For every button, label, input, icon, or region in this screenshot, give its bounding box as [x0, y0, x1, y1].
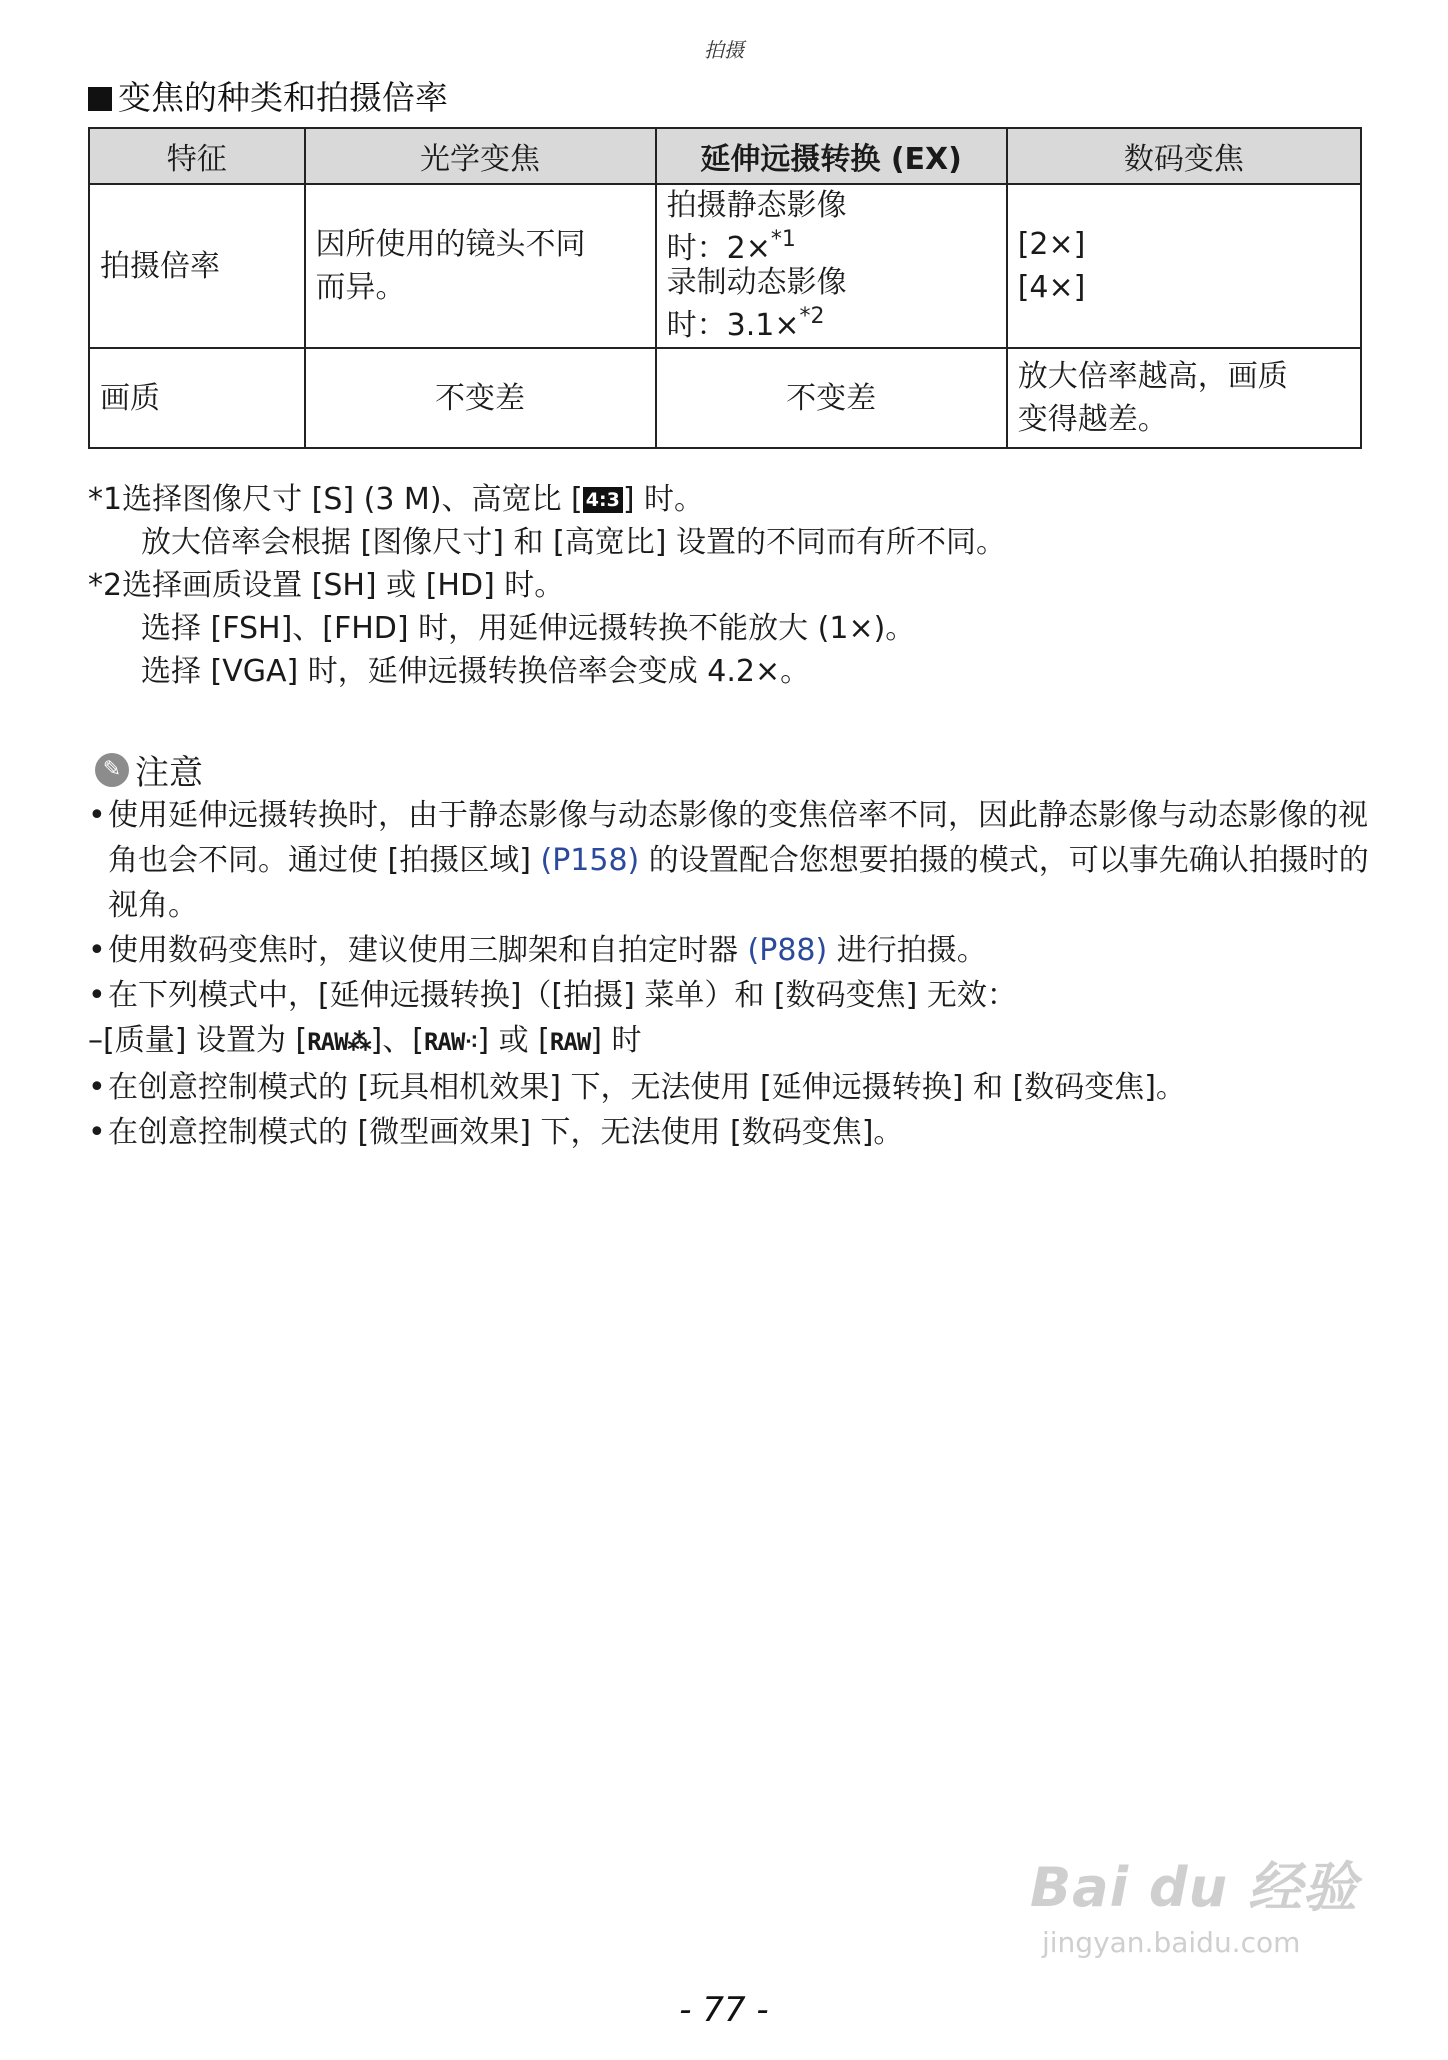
section-title-text: 变焦的种类和拍摄倍率 — [118, 78, 448, 117]
note-text: –[质量] 设置为 [ — [88, 1023, 308, 1058]
col-header-extended-tele: 延伸远摄转换 (EX) — [656, 128, 1007, 184]
footnote-text: *1选择图像尺寸 [S] (3 M)、高宽比 [ — [88, 482, 583, 517]
table-row — [89, 184, 1361, 348]
footnote-2-detail-1: 选择 [FSH]、[FHD] 时，用延伸远摄转换不能放大 (1×)。 — [141, 611, 916, 646]
square-bullet-icon — [88, 87, 112, 111]
col-header-feature: 特征 — [89, 128, 305, 184]
raw-icon: RAW — [549, 1028, 591, 1056]
note-text: 的设置配合您想要拍摄的模式，可以事先确认拍摄时的视角。 — [108, 843, 1369, 923]
notes-heading — [95, 745, 203, 794]
cell-line: 而异。 — [315, 270, 406, 305]
table-header-row — [89, 128, 1361, 184]
cell-ex-magnification — [656, 184, 1007, 348]
note-text: ] 时 — [590, 1023, 642, 1058]
ex-movie-value: 时：3.1× — [666, 308, 800, 343]
aspect-ratio-4-3-icon: 4:3 — [583, 487, 623, 513]
note-text: 使用延伸远摄转换时，由于静态影像与动态影像的变焦倍率不同，因此静态影像与动态影像的视角也会不同。通过使 [拍摄区域] — [108, 798, 1368, 878]
notes-heading-text: 注意 — [135, 753, 203, 793]
list-subitem — [88, 1018, 1378, 1065]
note-text: 进行拍摄。 — [827, 933, 987, 968]
row-label-image-quality: 画质 — [89, 348, 305, 448]
cell-line: [4×] — [1017, 270, 1086, 305]
cell-digital-magnification — [1007, 184, 1361, 348]
list-item: • 在下列模式中，[延伸远摄转换]（[拍摄] 菜单）和 [数码变焦] 无效： — [88, 973, 1378, 1018]
cell-line: [2×] — [1017, 227, 1086, 262]
cell-line — [667, 223, 996, 266]
cell-line: 变得越差。 — [1017, 402, 1168, 437]
note-text: ]、[ — [370, 1023, 424, 1058]
list-item — [88, 928, 1378, 973]
ex-still-value: 时：2× — [666, 231, 771, 266]
cell-optical-magnification — [305, 184, 656, 348]
list-item — [88, 793, 1378, 928]
cell-line — [667, 300, 996, 343]
list-item: • 在创意控制模式的 [玩具相机效果] 下，无法使用 [延伸远摄转换] 和 [数码变焦]。 — [88, 1065, 1378, 1110]
pencil-icon: ✎ — [95, 753, 129, 787]
zoom-types-table — [88, 127, 1362, 449]
watermark-url: jingyan.baidu.com — [1042, 1926, 1301, 1959]
footnote-1 — [88, 478, 1006, 521]
cell-line: 放大倍率越高，画质 — [1017, 359, 1288, 394]
baidu-watermark — [1030, 1845, 1358, 1959]
cell-ex-quality: 不变差 — [656, 348, 1007, 448]
list-item: • 在创意控制模式的 [微型画效果] 下，无法使用 [数码变焦]。 — [88, 1110, 1378, 1155]
page-link-p88[interactable]: (P88) — [747, 933, 828, 968]
cell-digital-quality — [1007, 348, 1361, 448]
col-header-digital-zoom: 数码变焦 — [1007, 128, 1361, 184]
cell-line: 拍摄静态影像 — [666, 188, 847, 223]
page-link-p158[interactable]: (P158) — [540, 843, 640, 878]
cell-line: 因所使用的镜头不同 — [315, 227, 586, 262]
table-row — [89, 348, 1361, 448]
footnote-ref: *2 — [799, 304, 825, 329]
page-number: - 77 - — [679, 1990, 769, 2030]
footnote-text: ] 时。 — [622, 482, 705, 517]
footnote-2: *2选择画质设置 [SH] 或 [HD] 时。 — [88, 568, 565, 603]
running-header: 拍摄 — [704, 38, 744, 62]
col-header-optical-zoom: 光学变焦 — [305, 128, 656, 184]
footnote-1-detail: 放大倍率会根据 [图像尺寸] 和 [高宽比] 设置的不同而有所不同。 — [141, 525, 1006, 560]
cell-optical-quality: 不变差 — [305, 348, 656, 448]
section-title — [88, 72, 448, 119]
notes-list — [88, 793, 1378, 1155]
raw-fine-icon: RAW⁂ — [307, 1028, 371, 1056]
footnote-ref: *1 — [770, 227, 796, 252]
footnote-2-detail-2: 选择 [VGA] 时，延伸远摄转换倍率会变成 4.2×。 — [141, 654, 811, 689]
row-label-magnification: 拍摄倍率 — [89, 184, 305, 348]
cell-line: 录制动态影像 — [666, 265, 847, 300]
note-text: ] 或 [ — [477, 1023, 550, 1058]
footnotes — [88, 478, 1006, 693]
raw-standard-icon: RAW⁖ — [423, 1028, 478, 1056]
watermark-logo-text: Bai du 经验 — [1030, 1856, 1358, 1919]
note-text: 使用数码变焦时，建议使用三脚架和自拍定时器 — [108, 933, 748, 968]
